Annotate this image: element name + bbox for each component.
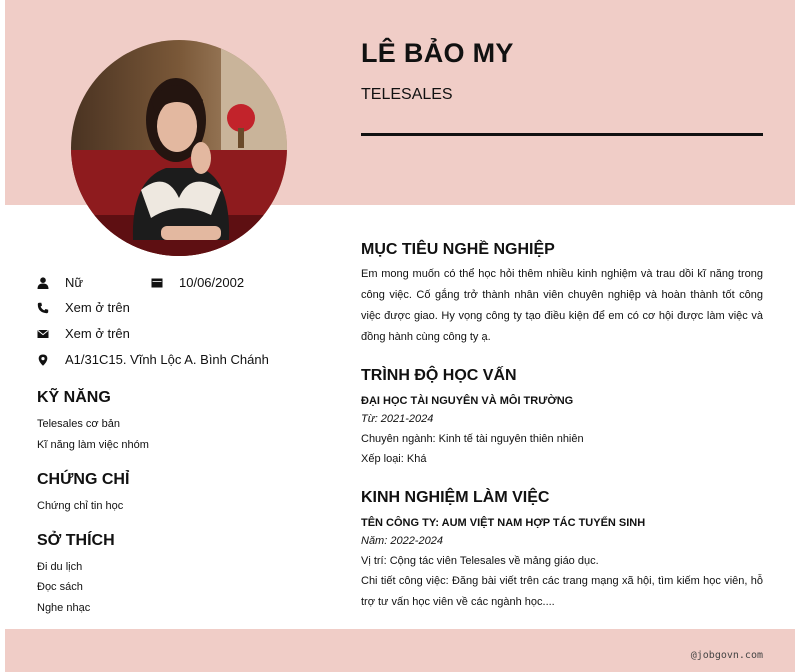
- experience-details: Chi tiết công việc: Đăng bài viết trên các trang mạng xã hội, tìm kiếm học viên, hỗ trợ tư vấn học viên về các ngành học....: [361, 575, 763, 608]
- experience-company: TÊN CÔNG TY: AUM VIỆT NAM HỢP TÁC TUYỂN SINH: [361, 517, 646, 529]
- skill-item: Kĩ năng làm việc nhóm: [37, 439, 149, 451]
- header-divider: [361, 133, 763, 136]
- email-value: Xem ở trên: [65, 326, 130, 341]
- objective-text: Em mong muốn có thể học hỏi thêm nhiều kinh nghiệm và trau dồi kĩ năng trong công việc. Cố gắng trở thành nhân viên chuyên nghiệp và hoàn thành tốt công việc được giao. Hy vọng công ty tạo điều kiện để em có cơ hội được làm việc và đồng hành cùng công ty ạ.: [361, 268, 763, 343]
- hobbies-heading: SỞ THÍCH: [37, 532, 115, 549]
- footer-band: [5, 629, 795, 672]
- skill-item: Telesales cơ bản: [37, 418, 121, 430]
- candidate-name: LÊ BẢO MY: [361, 38, 514, 68]
- address-row: [37, 352, 269, 367]
- education-grade: Xếp loại: Khá: [361, 453, 427, 465]
- email-row: [37, 326, 130, 341]
- objective-heading: MỤC TIÊU NGHỀ NGHIỆP: [361, 241, 555, 258]
- education-period: Từ: 2021-2024: [361, 413, 434, 425]
- calendar-icon: [151, 277, 163, 289]
- cv-page: [5, 0, 795, 672]
- location-icon: [37, 354, 49, 366]
- experience-position: Vị trí: Cộng tác viên Telesales về mảng giáo dục.: [361, 555, 599, 567]
- skills-heading: KỸ NĂNG: [37, 389, 111, 406]
- experience-period: Năm: 2022-2024: [361, 535, 443, 547]
- hobby-item: Đi du lịch: [37, 561, 83, 573]
- birthdate-row: [151, 275, 244, 290]
- education-school: ĐẠI HỌC TÀI NGUYÊN VÀ MÔI TRƯỜNG: [361, 395, 574, 407]
- phone-value: Xem ở trên: [65, 300, 130, 315]
- education-heading: TRÌNH ĐỘ HỌC VẤN: [361, 367, 517, 384]
- education-major: Chuyên ngành: Kinh tế tài nguyên thiên nhiên: [361, 433, 584, 445]
- gender-row: [37, 275, 83, 290]
- experience-heading: KINH NGHIỆM LÀM VIỆC: [361, 489, 550, 506]
- certificate-item: Chứng chỉ tin học: [37, 500, 124, 512]
- phone-row: [37, 300, 130, 315]
- person-icon: [37, 277, 49, 289]
- hobby-item: Đọc sách: [37, 581, 83, 593]
- candidate-title: TELESALES: [361, 86, 453, 103]
- hobby-item: Nghe nhạc: [37, 602, 91, 614]
- mail-icon: [37, 328, 49, 340]
- avatar: [71, 40, 287, 256]
- gender-value: Nữ: [65, 275, 84, 290]
- phone-icon: [37, 302, 49, 314]
- certificates-heading: CHỨNG CHỈ: [37, 471, 130, 488]
- address-value: A1/31C15. Vĩnh Lộc A. Bình Chánh: [65, 352, 269, 367]
- birthdate-value: 10/06/2002: [179, 275, 245, 290]
- footer-source: @jobgovn.com: [690, 650, 763, 661]
